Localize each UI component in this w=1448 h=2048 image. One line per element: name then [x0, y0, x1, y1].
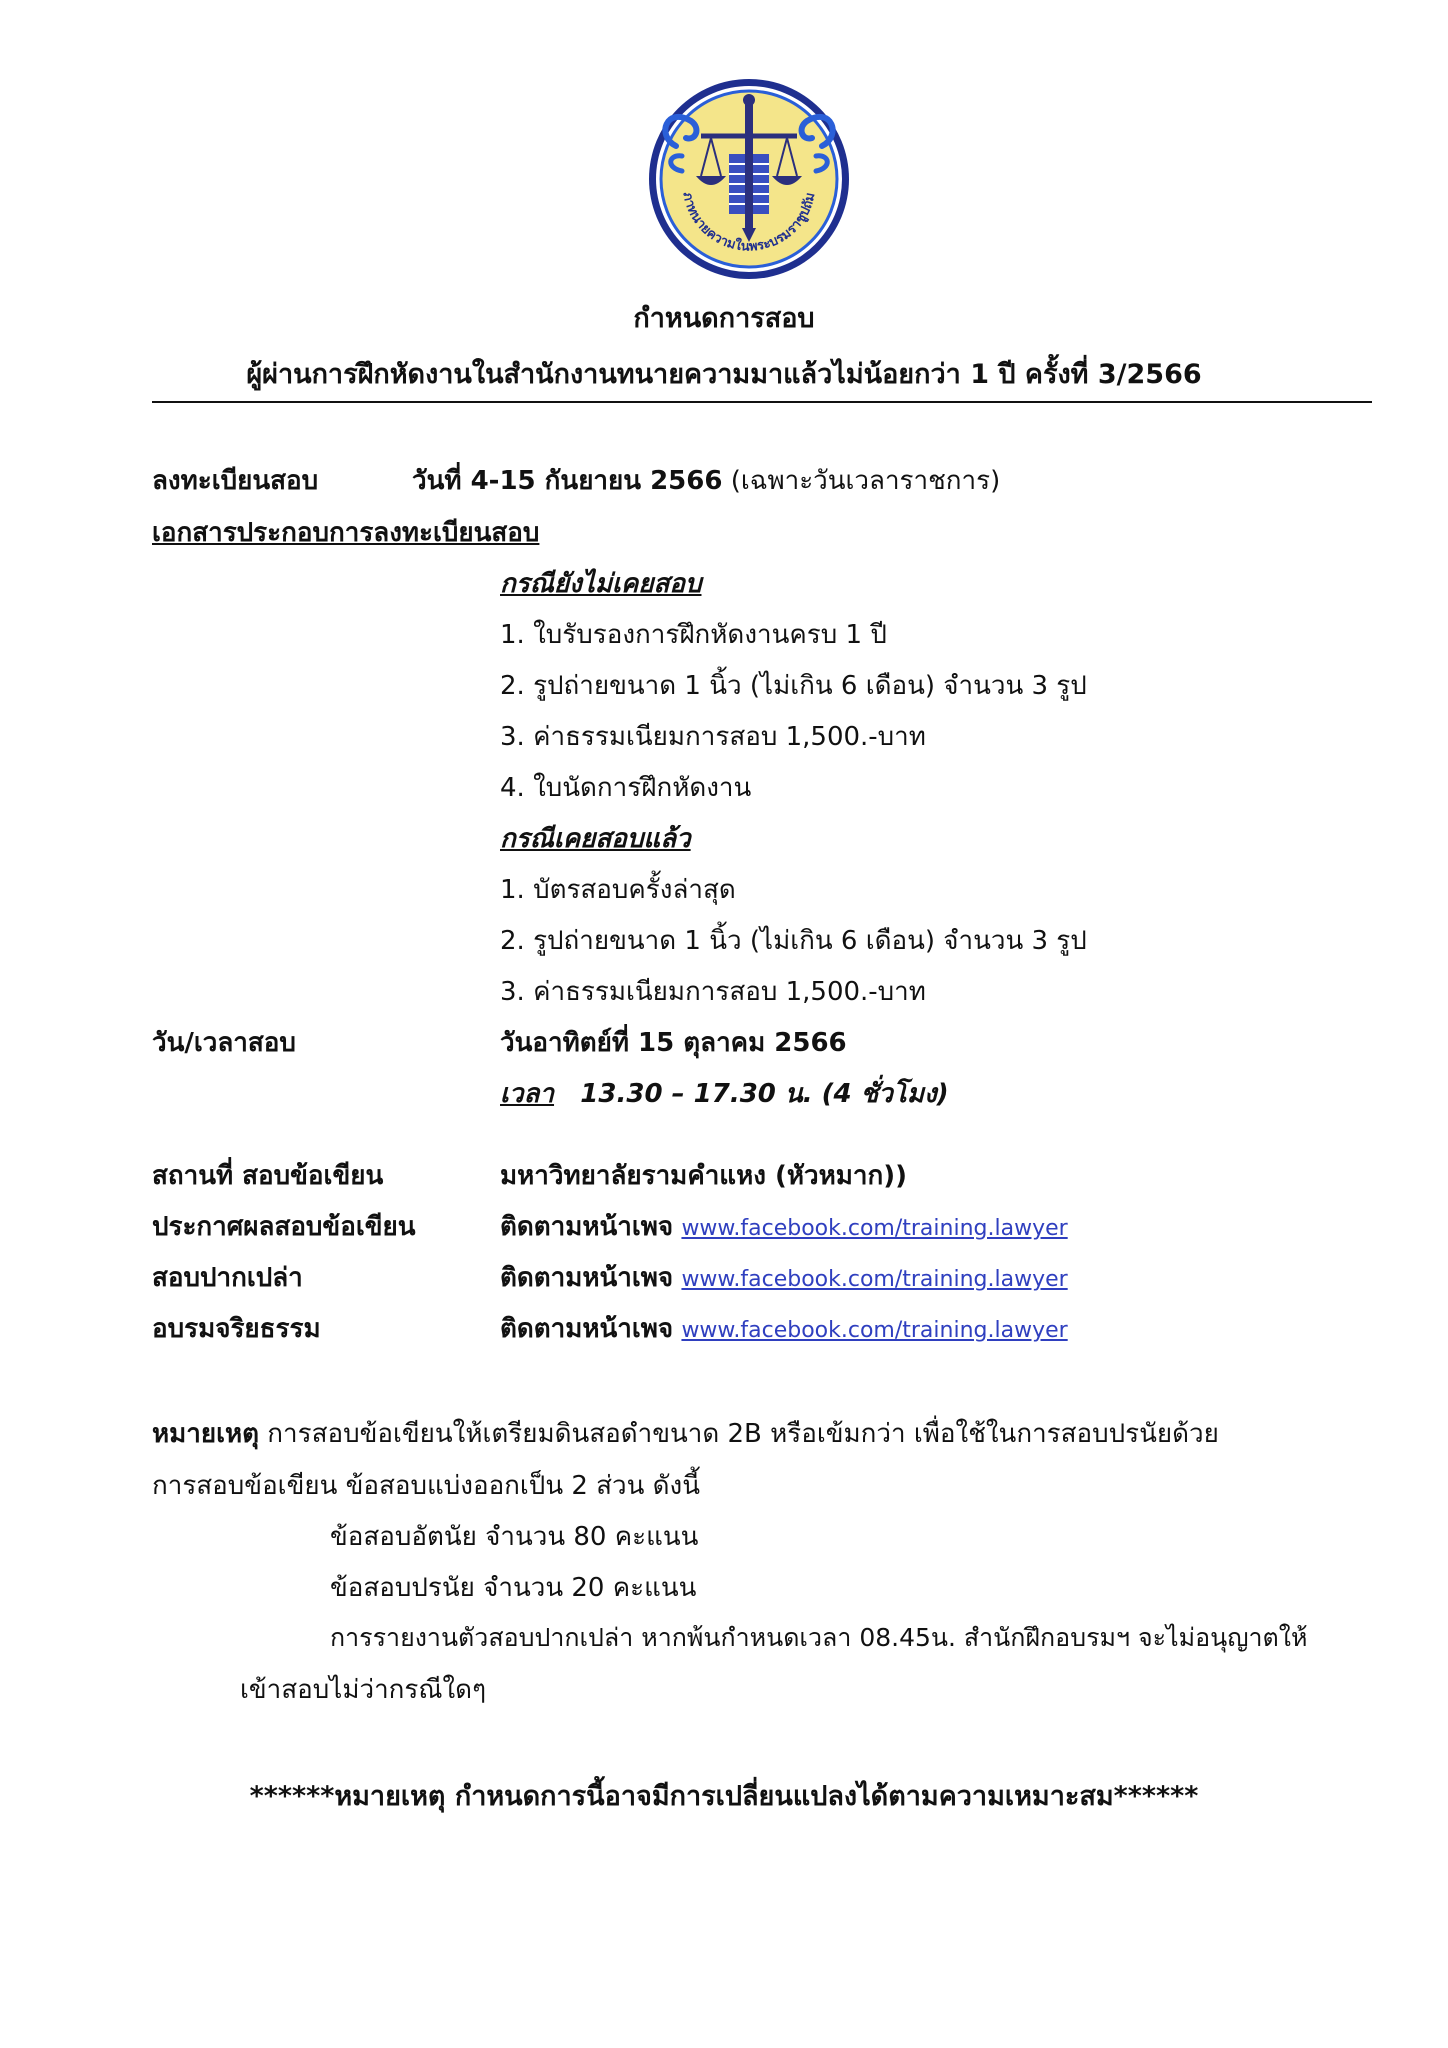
follow-page-text: ติดตามหน้าเพจ [500, 1263, 674, 1293]
council-seal-icon [646, 76, 852, 282]
ethics-training-label: อบรมจริยธรรม [152, 1314, 321, 1344]
registration-label: ลงทะเบียนสอบ [152, 466, 319, 496]
registration-note: (เฉพาะวันเวลาราชการ) [730, 466, 1001, 496]
logo-text: ภาทนายความในพระบรมราชูปถัม [679, 190, 819, 255]
remarks-line-1 [152, 1413, 1219, 1454]
exam-date: วันอาทิตย์ที่ 15 ตุลาคม 2566 [500, 1028, 847, 1058]
registration-date-line [412, 460, 1000, 501]
page-subtitle: ผู้ผ่านการฝึกหัดงานในสำนักงานทนายความมาแล้วไม่น้อยกว่า 1 ปี ครั้งที่ 3/2566 [246, 359, 1202, 390]
case-repeat-item: 3. ค่าธรรมเนียมการสอบ 1,500.-บาท [500, 977, 926, 1007]
venue-value: มหาวิทยาลัยรามคำแหง (หัวหมาก)) [500, 1161, 907, 1191]
exam-time-line [500, 1073, 949, 1114]
remarks-part-1: ข้อสอบอัตนัย จำนวน 80 คะแนน [330, 1522, 699, 1552]
case-new-item: 2. รูปถ่ายขนาด 1 นิ้ว (ไม่เกิน 6 เดือน) จำนวน 3 รูป [500, 671, 1087, 701]
facebook-link[interactable]: www.facebook.com/training.lawyer [681, 1267, 1068, 1292]
case-new-item: 3. ค่าธรรมเนียมการสอบ 1,500.-บาท [500, 722, 926, 752]
exam-time-label: เวลา [500, 1079, 555, 1109]
facebook-link[interactable]: www.facebook.com/training.lawyer [681, 1216, 1068, 1241]
written-result-value [500, 1206, 1068, 1247]
case-new-heading: กรณียังไม่เคยสอบ [500, 569, 702, 599]
remarks-pencil: การสอบข้อเขียนให้เตรียมดินสอดำขนาด 2B หรือเข้มกว่า เพื่อใช้ในการสอบปรนัยด้วย [267, 1419, 1219, 1449]
remarks-part-2: ข้อสอบปรนัย จำนวน 20 คะแนน [330, 1573, 697, 1603]
oral-exam-value [500, 1257, 1068, 1298]
case-repeat-item: 2. รูปถ่ายขนาด 1 นิ้ว (ไม่เกิน 6 เดือน) จำนวน 3 รูป [500, 926, 1087, 956]
title-divider [152, 401, 1372, 403]
case-repeat-item: 1. บัตรสอบครั้งล่าสุด [500, 875, 736, 905]
oral-exam-label: สอบปากเปล่า [152, 1263, 303, 1293]
exam-time: 13.30 – 17.30 น. (4 ชั่วโมง) [580, 1079, 949, 1109]
written-result-label: ประกาศผลสอบข้อเขียน [152, 1212, 416, 1242]
follow-page-text: ติดตามหน้าเพจ [500, 1212, 674, 1242]
exam-datetime-label: วัน/เวลาสอบ [152, 1028, 296, 1058]
council-logo [646, 76, 852, 282]
footer-note: ******หมายเหตุ กำหนดการนี้อาจมีการเปลี่ยนแปลงได้ตามความเหมาะสม****** [249, 1781, 1199, 1812]
ethics-training-value [500, 1308, 1068, 1349]
case-repeat-heading: กรณีเคยสอบแล้ว [500, 824, 691, 854]
remarks-label: หมายเหตุ [152, 1419, 260, 1449]
case-new-item: 1. ใบรับรองการฝึกหัดงานครบ 1 ปี [500, 620, 887, 650]
remarks-line-2: การสอบข้อเขียน ข้อสอบแบ่งออกเป็น 2 ส่วน ดังนี้ [152, 1471, 701, 1501]
case-new-item: 4. ใบนัดการฝึกหัดงาน [500, 773, 752, 803]
page-title: กำหนดการสอบ [633, 303, 815, 334]
remarks-oral-line-2: เข้าสอบไม่ว่ากรณีใดๆ [240, 1675, 487, 1705]
venue-label: สถานที่ สอบข้อเขียน [152, 1161, 384, 1191]
remarks-oral-line-1: การรายงานตัวสอบปากเปล่า หากพ้นกำหนดเวลา 08.45น. สำนักฝึกอบรมฯ จะไม่อนุญาตให้ [330, 1623, 1308, 1652]
facebook-link[interactable]: www.facebook.com/training.lawyer [681, 1318, 1068, 1343]
documents-heading: เอกสารประกอบการลงทะเบียนสอบ [152, 518, 540, 548]
follow-page-text: ติดตามหน้าเพจ [500, 1314, 674, 1344]
registration-date: วันที่ 4-15 กันยายน 2566 [412, 466, 723, 496]
